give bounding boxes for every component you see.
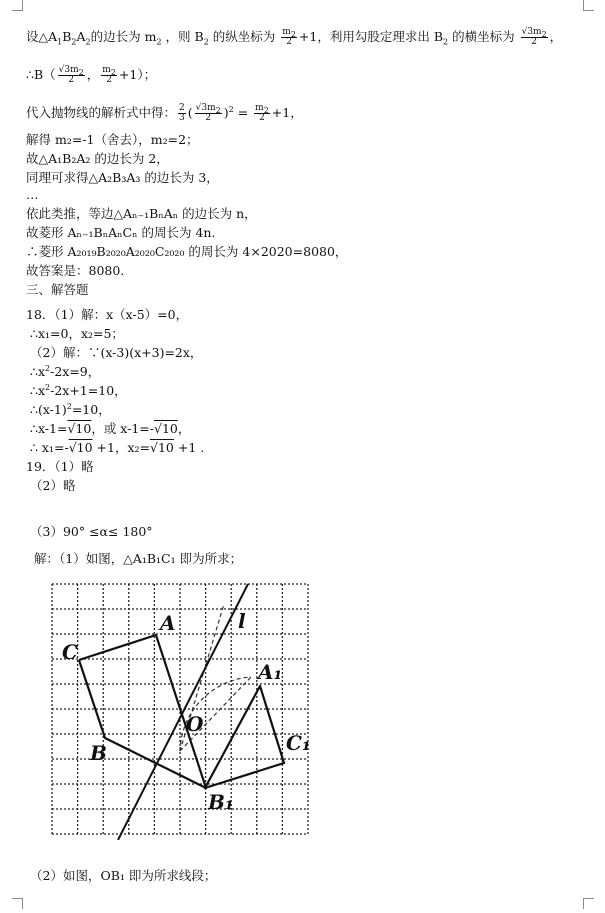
fraction: $\frac{m_2}{2}$ [255, 103, 269, 123]
solution-line: … [26, 187, 39, 202]
solution-line: （2）略 [30, 478, 76, 493]
label-A1: A₁ [258, 660, 283, 684]
fraction: $\frac{√3m_2}{2}$ [195, 103, 221, 123]
solution-line: （2）解：∵(x-3)(x+3)=2x， [30, 345, 203, 360]
fraction: $\frac{2}{3}$ [179, 103, 185, 123]
triangle-A1B1C1 [205, 686, 284, 788]
solution-line: 设$\triangle A_1B_2A_2$的边长为 $m_2$ ，则 $B_2$ 的纵坐标为 $\frac{m_2}{2}$ +1，利用勾股定理求出 $B_2$ 的横坐标为 $\frac{√3m_2}{2}$ ， [26, 27, 563, 47]
fraction: $\frac{m_2}{2}$ [102, 65, 116, 85]
page-corner-mark [12, 0, 23, 11]
solution-line: $\therefore(x-1)^2=10$， [30, 401, 111, 417]
solution-line: 解得 m₂=-1（舍去），m₂=2； [26, 132, 199, 147]
solution-line: 代入抛物线的解析式中得： $\frac{2}{3}$ ( $\frac{√3m_2}{2}$ )$^2$ = $\frac{m_2}{2}$ +1， [26, 103, 303, 123]
label-B: B [90, 741, 107, 765]
solution-line: （2）如图，OB₁ 即为所求线段； [30, 868, 217, 883]
solution-line: ∴菱形 A₂₀₁₉B₂₀₂₀A₂₀₂₀C₂₀₂₀ 的周长为 4×2020=8080， [26, 244, 348, 259]
solution-line: 故△A₁B₂A₂ 的边长为 2， [26, 151, 169, 166]
page-corner-mark [583, 0, 594, 11]
solution-line: ∴ x₁=-√10 +1，x₂=√10 +1 . [30, 440, 205, 455]
solution-line: 解：（1）如图，△A₁B₁C₁ 即为所求； [34, 551, 243, 566]
grid-figure [50, 582, 312, 840]
fraction: $\frac{√3m_2}{2}$ [58, 65, 84, 85]
solution-line: 依此类推，等边△Aₙ₋₁BₙAₙ 的边长为 n， [26, 206, 257, 221]
section-heading: 三、解答题 [26, 282, 89, 297]
solution-line: ∴x₁=0，x₂=5； [30, 326, 124, 341]
fraction: $\frac{√3m_2}{2}$ [521, 27, 547, 47]
solution-line: ∴B（ $\frac{√3m_2}{2}$ ， $\frac{m_2}{2}$ +1）； [26, 65, 157, 85]
problem-line: 19．（1）略 [26, 459, 94, 474]
page-corner-mark [12, 898, 23, 909]
label-l: l [238, 609, 246, 633]
label-C1: C₁ [286, 731, 311, 755]
label-C: C [62, 640, 78, 664]
page-corner-mark [583, 898, 594, 909]
solution-line: $\therefore x^2-2x+1=10$， [30, 382, 127, 398]
solution-line: $\therefore x^2-2x=9$， [30, 363, 101, 379]
solution-line: 故菱形 Aₙ₋₁BₙAₙCₙ 的周长为 4n. [26, 225, 216, 240]
problem-line: 18．（1）解：x（x-5）=0， [26, 307, 189, 322]
label-B1: B₁ [208, 790, 234, 814]
fraction: $\frac{m_2}{2}$ [282, 27, 296, 47]
label-O: O [186, 712, 204, 736]
label-A: A [160, 611, 176, 635]
solution-line: （3）90° ≤α≤ 180° [30, 524, 153, 539]
solution-line: 同理可求得△A₂B₃A₃ 的边长为 3， [26, 170, 219, 185]
solution-line: ∴x-1=√10，或 x-1=-√10， [30, 421, 191, 436]
solution-line: 故答案是：8080. [26, 263, 125, 278]
